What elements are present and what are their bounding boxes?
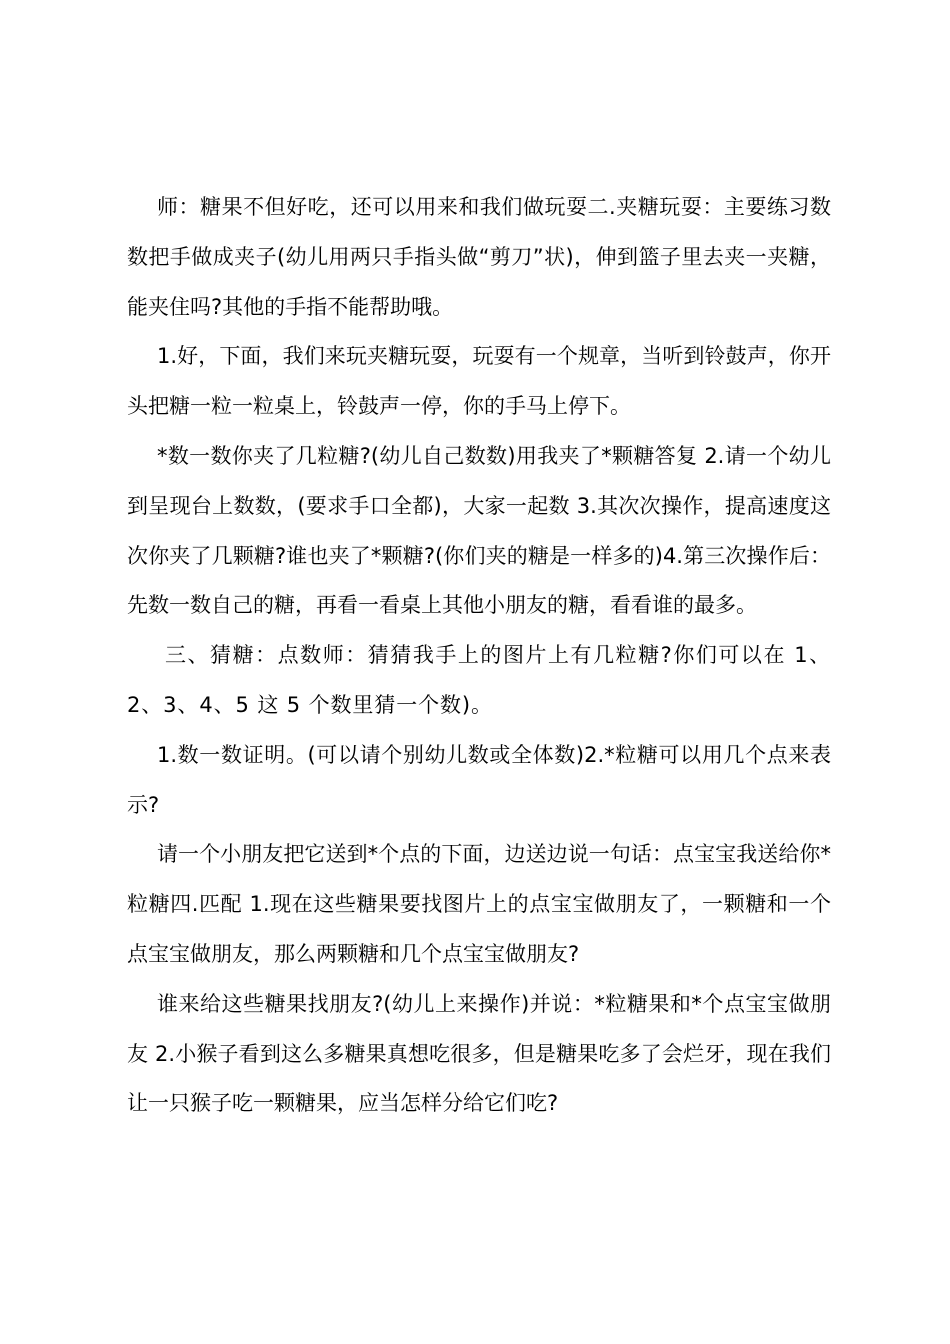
- paragraph-4: 三、猜糖：点数师：猜猜我手上的图片上有几粒糖?你们可以在 1、2、3、4、5 这 5 个数里猜一个数)。: [127, 643, 831, 717]
- paragraph-5: 1.数一数证明。(可以请个别幼儿数或全体数)2.*粒糖可以用几个点来表示?: [127, 742, 831, 817]
- document-body: [127, 183, 831, 1129]
- paragraph-7: 谁来给这些糖果找朋友?(幼儿上来操作)并说：*粒糖果和*个点宝宝做朋友 2.小猴子看到这么多糖果真想吃很多，但是糖果吃多了会烂牙，现在我们让一只猴子吃一颗糖果，应当怎样分给它们吃?: [127, 991, 831, 1116]
- paragraph-2: 1.好，下面，我们来玩夹糖玩耍，玩耍有一个规章，当听到铃鼓声，你开头把糖一粒一粒桌上，铃鼓声一停，你的手马上停下。: [127, 344, 831, 419]
- paragraph-1: 师：糖果不但好吃，还可以用来和我们做玩耍二.夹糖玩耍：主要练习数数把手做成夹子(幼儿用两只手指头做“剪刀”状)，伸到篮子里去夹一夹糖，能夹住吗?其他的手指不能帮助哦。: [127, 195, 831, 319]
- paragraph-3: *数一数你夹了几粒糖?(幼儿自己数数)用我夹了*颗糖答复 2.请一个幼儿到呈现台上数数，(要求手口全都)，大家一起数 3.其次次操作，提高速度这次你夹了几颗糖?谁也夹了*颗糖?(你们夹的糖是一样多的)4.第三次操作后：先数一数自己的糖，再看一看桌上其他小朋友的糖，看看谁的最多。: [127, 443, 831, 618]
- paragraph-6: 请一个小朋友把它送到*个点的下面，边送边说一句话：点宝宝我送给你*粒糖四.匹配 1.现在这些糖果要找图片上的点宝宝做朋友了，一颗糖和一个点宝宝做朋友，那么两颗糖和几个点宝宝做朋友?: [127, 842, 831, 966]
